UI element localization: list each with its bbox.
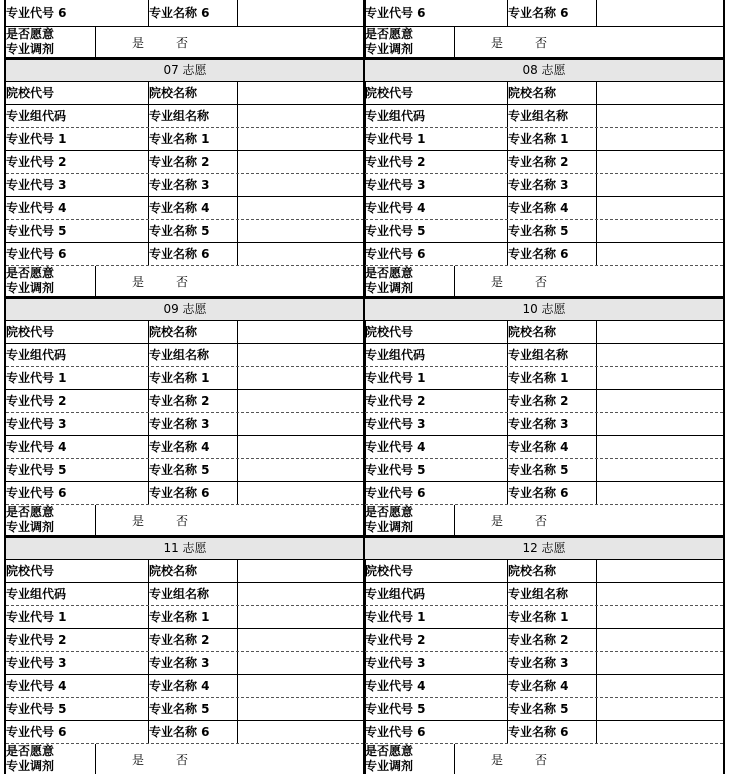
major-code-5-label: 专业代号 5 [6,702,67,716]
group-name-field[interactable] [596,583,723,605]
adjust-line2: 专业调剂 [6,42,55,56]
major-name-6-field[interactable] [596,482,723,504]
school-name-label: 院校名称 [148,82,237,104]
major-name-3-field[interactable] [237,174,364,196]
major-name-5-field[interactable] [237,698,364,720]
major-code-1-label: 专业代号 1 [365,132,426,146]
major-name-2-field[interactable] [596,390,723,412]
yes-option[interactable]: 是 [491,36,504,50]
major-name-6-label: 专业名称 6 [507,243,596,265]
major-name-2-field[interactable] [596,629,723,651]
major-name-5-field[interactable] [237,220,364,242]
major-code-3-label: 专业代号 3 [365,178,426,192]
group-name-label: 专业组名称 [507,105,596,127]
major-name-6-label: 专业名称 6 [148,482,237,504]
school-name-field[interactable] [237,321,364,343]
major-code-6-label: 专业代号 6 [6,486,67,500]
school-name-field[interactable] [596,82,723,104]
major-code-1-label: 专业代号 1 [365,610,426,624]
major-code-4-label: 专业代号 4 [6,201,67,215]
major-code-4-label: 专业代号 4 [6,440,67,454]
major-name-4-label: 专业名称 4 [148,436,237,458]
major-name-1-field[interactable] [596,606,723,628]
major-name-3-field[interactable] [596,174,723,196]
major-name-2-field[interactable] [596,151,723,173]
school-name-field[interactable] [596,321,723,343]
major-name-4-field[interactable] [237,675,364,697]
school-code-label: 院校代号 [365,564,414,578]
major-code-1-label: 专业代号 1 [6,132,67,146]
section-header: 07 志愿 [6,58,364,82]
no-option[interactable]: 否 [176,275,189,289]
major-name-2-field[interactable] [237,390,364,412]
major-name-6-field[interactable] [596,0,723,26]
major-name-3-label: 专业名称 3 [148,174,237,196]
table-row [365,0,723,27]
adjust-row [365,505,723,536]
major-code-5-label: 专业代号 5 [365,224,426,238]
adjust-choice [95,505,364,535]
adjust-choice [95,27,364,57]
adjust-label [365,27,453,57]
adjust-choice [454,27,723,57]
major-code-4-label: 专业代号 4 [365,440,426,454]
major-name-2-label: 专业名称 2 [507,390,596,412]
yes-option[interactable]: 是 [132,514,145,528]
group-code-label: 专业组代码 [365,587,426,601]
major-name-5-field[interactable] [237,459,364,481]
major-code-1-label: 专业代号 1 [365,371,426,385]
major-code-3-label: 专业代号 3 [365,417,426,431]
adjust-line1: 是否愿意 [6,744,55,758]
major-name-6-label: 专业名称 6 [148,243,237,265]
major-code-1-label: 专业代号 1 [6,610,67,624]
major-name-5-label: 专业名称 5 [507,220,596,242]
major-code-6-label: 专业代号 6 [6,6,67,20]
adjust-line1: 是否愿意 [365,744,414,758]
major-name-3-field[interactable] [596,413,723,435]
major-name-1-label: 专业名称 1 [507,367,596,389]
major-name-4-label: 专业名称 4 [507,197,596,219]
adjust-line2: 专业调剂 [365,42,414,56]
major-name-5-label: 专业名称 5 [148,220,237,242]
table-row [6,0,364,27]
group-name-field[interactable] [237,344,364,366]
major-name-6-field[interactable] [237,243,364,265]
adjust-line1: 是否愿意 [6,505,55,519]
school-code-label: 院校代号 [6,86,55,100]
major-name-2-label: 专业名称 2 [507,151,596,173]
major-code-2-label: 专业代号 2 [6,633,67,647]
adjust-line2: 专业调剂 [6,281,55,295]
major-name-2-label: 专业名称 2 [148,390,237,412]
no-option[interactable]: 否 [176,514,189,528]
major-name-4-label: 专业名称 4 [148,675,237,697]
no-option[interactable]: 否 [535,753,548,767]
major-code-6-label: 专业代号 6 [365,247,426,261]
major-name-6-field[interactable] [237,0,364,26]
section-header: 11 志愿 [6,536,364,560]
section-12 [365,536,723,774]
adjust-row [365,266,723,297]
section-header: 10 志愿 [365,297,723,321]
section-11 [6,536,364,774]
group-name-label: 专业组名称 [148,344,237,366]
major-name-1-field[interactable] [237,367,364,389]
major-name-2-label: 专业名称 2 [148,629,237,651]
major-name-4-label: 专业名称 4 [148,197,237,219]
adjust-label [365,266,453,296]
major-name-3-field[interactable] [237,652,364,674]
adjust-line2: 专业调剂 [365,759,414,773]
major-name-4-field[interactable] [596,197,723,219]
major-name-3-field[interactable] [596,652,723,674]
major-code-2-label: 专业代号 2 [365,633,426,647]
major-name-4-field[interactable] [596,436,723,458]
major-code-6-label: 专业代号 6 [6,247,67,261]
major-name-4-field[interactable] [237,436,364,458]
school-name-label: 院校名称 [507,321,596,343]
major-name-2-field[interactable] [237,151,364,173]
major-code-5-label: 专业代号 5 [365,702,426,716]
adjust-line2: 专业调剂 [6,759,55,773]
section-header: 08 志愿 [365,58,723,82]
major-name-1-label: 专业名称 1 [148,606,237,628]
major-name-1-field[interactable] [237,606,364,628]
adjust-line2: 专业调剂 [365,281,414,295]
school-name-label: 院校名称 [148,321,237,343]
section-10 [365,297,723,536]
school-name-field[interactable] [237,560,364,582]
group-name-field[interactable] [596,344,723,366]
group-code-label: 专业组代码 [365,109,426,123]
major-name-4-field[interactable] [596,675,723,697]
major-name-5-label: 专业名称 5 [507,698,596,720]
major-code-6-label: 专业代号 6 [365,725,426,739]
major-name-2-label: 专业名称 2 [148,151,237,173]
yes-option[interactable]: 是 [491,275,504,289]
major-name-6-field[interactable] [237,721,364,743]
section-header: 12 志愿 [365,536,723,560]
major-name-2-field[interactable] [237,629,364,651]
no-option[interactable]: 否 [535,514,548,528]
adjust-label [6,266,94,296]
major-code-1-label: 专业代号 1 [6,371,67,385]
major-name-4-field[interactable] [237,197,364,219]
school-name-label: 院校名称 [507,82,596,104]
major-name-6-field[interactable] [237,482,364,504]
major-name-3-label: 专业名称 3 [148,652,237,674]
yes-option[interactable]: 是 [132,753,145,767]
no-option[interactable]: 否 [535,36,548,50]
major-name-3-label: 专业名称 3 [507,174,596,196]
adjust-line1: 是否愿意 [365,266,414,280]
adjust-choice [454,266,723,296]
group-name-field[interactable] [237,105,364,127]
major-name-6-label: 专业名称 6 [148,721,237,743]
major-name-6-label: 专业名称 6 [148,0,237,26]
major-code-2-label: 专业代号 2 [6,394,67,408]
major-name-6-label: 专业名称 6 [507,0,596,26]
group-name-label: 专业组名称 [507,344,596,366]
adjust-row [6,505,364,536]
section-09 [6,297,364,536]
major-code-4-label: 专业代号 4 [365,201,426,215]
major-name-1-label: 专业名称 1 [148,367,237,389]
adjust-choice [95,266,364,296]
yes-option[interactable]: 是 [132,275,145,289]
section-header: 09 志愿 [6,297,364,321]
major-name-6-field[interactable] [596,243,723,265]
partial-section-right [365,0,723,58]
major-name-5-label: 专业名称 5 [507,459,596,481]
major-name-5-field[interactable] [596,698,723,720]
major-code-2-label: 专业代号 2 [365,394,426,408]
school-name-label: 院校名称 [148,560,237,582]
major-name-4-label: 专业名称 4 [507,436,596,458]
no-option[interactable]: 否 [176,36,189,50]
major-code-6-label: 专业代号 6 [6,725,67,739]
yes-option[interactable]: 是 [132,36,145,50]
major-name-5-label: 专业名称 5 [148,459,237,481]
major-name-2-label: 专业名称 2 [507,629,596,651]
major-code-2-label: 专业代号 2 [6,155,67,169]
group-code-label: 专业组代码 [6,109,67,123]
major-code-3-label: 专业代号 3 [6,417,67,431]
major-code-5-label: 专业代号 5 [365,463,426,477]
major-name-3-label: 专业名称 3 [148,413,237,435]
school-code-label: 院校代号 [6,325,55,339]
major-name-3-label: 专业名称 3 [507,652,596,674]
group-code-label: 专业组代码 [6,348,67,362]
school-name-field[interactable] [237,82,364,104]
major-name-1-label: 专业名称 1 [507,128,596,150]
partial-section-left [6,0,364,58]
left-column [4,0,366,774]
major-name-6-label: 专业名称 6 [507,482,596,504]
major-code-4-label: 专业代号 4 [365,679,426,693]
major-code-5-label: 专业代号 5 [6,463,67,477]
right-column [363,0,725,774]
major-code-2-label: 专业代号 2 [365,155,426,169]
group-name-field[interactable] [596,105,723,127]
section-08 [365,58,723,297]
adjust-row [6,266,364,297]
group-code-label: 专业组代码 [365,348,426,362]
group-name-label: 专业组名称 [507,583,596,605]
major-code-4-label: 专业代号 4 [6,679,67,693]
adjust-line1: 是否愿意 [6,266,55,280]
group-code-label: 专业组代码 [6,587,67,601]
adjust-line2: 专业调剂 [6,520,55,534]
major-name-4-label: 专业名称 4 [507,675,596,697]
adjust-label [365,505,453,535]
adjust-line1: 是否愿意 [365,505,414,519]
major-name-5-field[interactable] [596,220,723,242]
school-name-label: 院校名称 [507,560,596,582]
yes-option[interactable]: 是 [491,514,504,528]
major-name-1-label: 专业名称 1 [148,128,237,150]
adjust-row [365,27,723,58]
group-name-label: 专业组名称 [148,105,237,127]
adjust-line1: 是否愿意 [6,27,55,41]
school-code-label: 院校代号 [365,86,414,100]
major-code-5-label: 专业代号 5 [6,224,67,238]
major-code-3-label: 专业代号 3 [6,656,67,670]
major-name-1-field[interactable] [596,128,723,150]
adjust-choice [454,505,723,535]
major-name-6-field[interactable] [596,721,723,743]
school-code-label: 院校代号 [6,564,55,578]
no-option[interactable]: 否 [176,753,189,767]
adjust-label [6,505,94,535]
no-option[interactable]: 否 [535,275,548,289]
group-name-label: 专业组名称 [148,583,237,605]
major-name-5-field[interactable] [596,459,723,481]
major-name-1-label: 专业名称 1 [507,606,596,628]
adjust-row [6,27,364,58]
yes-option[interactable]: 是 [491,753,504,767]
adjust-line2: 专业调剂 [365,520,414,534]
major-code-6-label: 专业代号 6 [365,486,426,500]
school-name-field[interactable] [596,560,723,582]
major-code-3-label: 专业代号 3 [365,656,426,670]
major-name-3-label: 专业名称 3 [507,413,596,435]
group-name-field[interactable] [237,583,364,605]
major-name-5-label: 专业名称 5 [148,698,237,720]
adjust-line1: 是否愿意 [365,27,414,41]
major-code-6-label: 专业代号 6 [365,6,426,20]
section-07 [6,58,364,297]
adjust-label [6,27,94,57]
major-code-3-label: 专业代号 3 [6,178,67,192]
school-code-label: 院校代号 [365,325,414,339]
major-name-3-field[interactable] [237,413,364,435]
major-name-6-label: 专业名称 6 [507,721,596,743]
major-name-1-field[interactable] [237,128,364,150]
major-name-1-field[interactable] [596,367,723,389]
